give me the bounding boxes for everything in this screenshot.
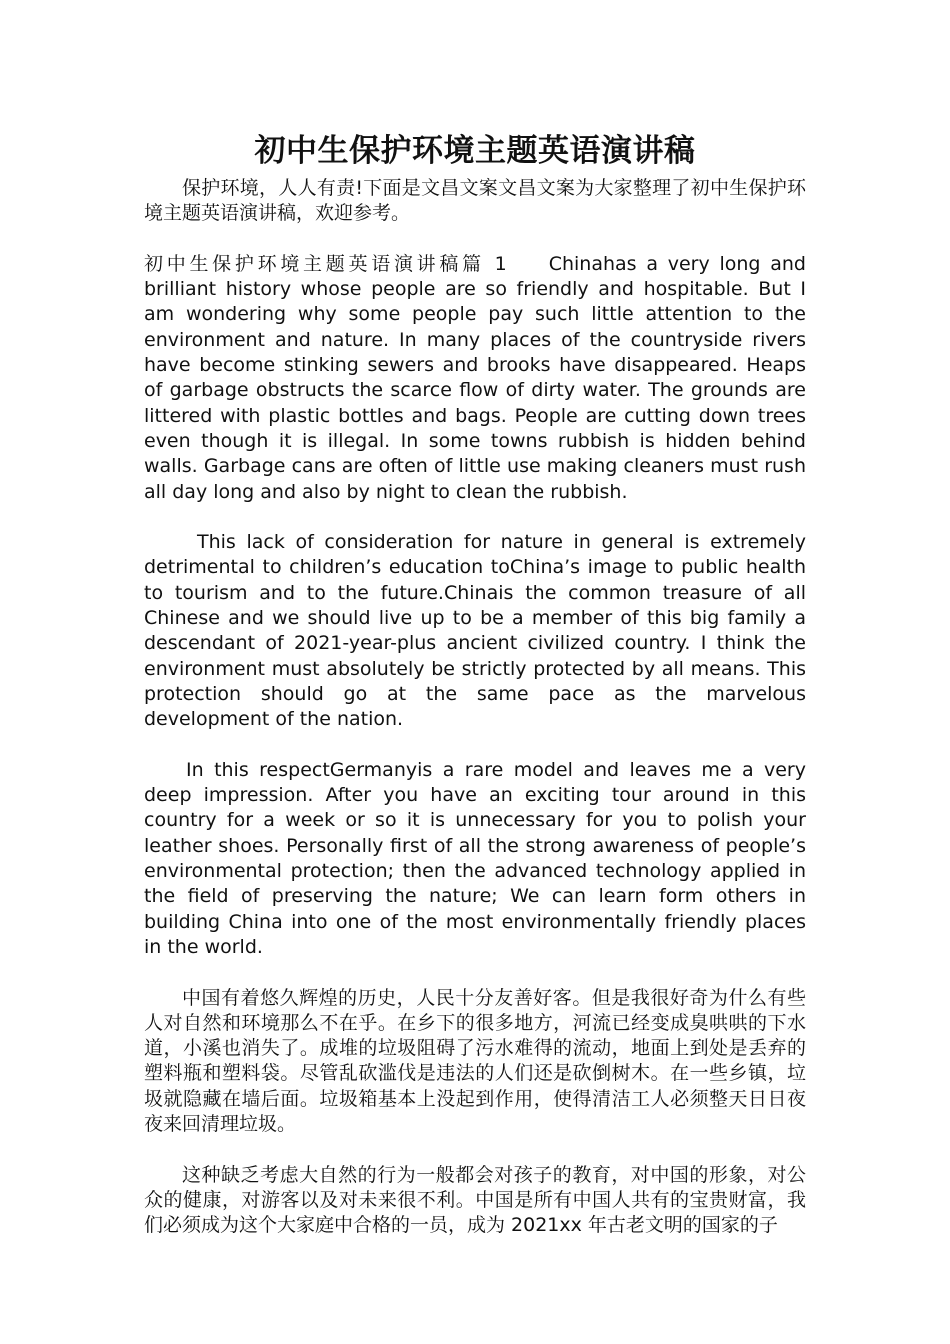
english-paragraph-1 xyxy=(144,252,806,505)
paragraph-gap xyxy=(144,960,806,985)
english-paragraph-1-text: Chinahas a very long and brilliant history whose people are so friendly and hospitable. But I am wondering why some people pay such little attention to the environment and nature. In many places of the countryside rivers have become stinking sewers and brooks have disappeared. Heaps of garbage obstructs the scarce flow of dirty water. The grounds are littered with plastic bottles and bags. People are cutting down trees even though it is illegal. In some towns rubbish is hidden behind walls. Garbage cans are often of little use making cleaners must rush all day long and also by night to clean the rubbish. xyxy=(144,252,806,503)
section-label: 初中生保护环境主题英语演讲稿篇 1 xyxy=(144,252,507,275)
paragraph-gap xyxy=(144,227,806,252)
paragraph-gap xyxy=(144,505,806,530)
document-body xyxy=(144,176,806,1238)
document-title: 初中生保护环境主题英语演讲稿 xyxy=(254,133,696,169)
chinese-paragraph-2: 这种缺乏考虑大自然的行为一般都会对孩子的教育，对中国的形象，对公众的健康，对游客以及对未来很不利。中国是所有中国人共有的宝贵财富，我们必须成为这个大家庭中合格的一员，成为 2021xx 年古老文明的国家的子 xyxy=(144,1163,806,1237)
intro-paragraph: 保护环境，人人有责!下面是文昌文案文昌文案为大家整理了初中生保护环境主题英语演讲稿，欢迎参考。 xyxy=(144,177,806,225)
paragraph-gap xyxy=(144,1137,806,1162)
english-paragraph-3: In this respectGermanyis a rare model and leaves me a very deep impression. After you have an exciting tour around in this country for a week or so it is unnecessary for you to polish your leather shoes. Personally first of all the strong awareness of people’s environmental protection; then the advanced technology applied in the field of preserving the nature; We can learn form others in building China into one of the most environmentally friendly places in the world. xyxy=(144,758,806,958)
paragraph-gap xyxy=(144,733,806,758)
english-paragraph-2: This lack of consideration for nature in general is extremely detrimental to children’s education toChina’s image to public health to tourism and to the future.Chinais the common treasure of all Chinese and we should live up to be a member of this big family a descendant of 2021-year-plus ancient civilized country. I think the environment must absolutely be strictly protected by all means. This protection should go at the same pace as the marvelous development of the nation. xyxy=(144,531,806,731)
chinese-paragraph-1: 中国有着悠久辉煌的历史，人民十分友善好客。但是我很好奇为什么有些人对自然和环境那么不在乎。在乡下的很多地方，河流已经变成臭哄哄的下水道，小溪也消失了。成堆的垃圾阻碍了污水难得的流动，地面上到处是丢弃的塑料瓶和塑料袋。尽管乱砍滥伐是违法的人们还是砍倒树木。在一些乡镇，垃圾就隐藏在墙后面。垃圾箱基本上没起到作用，使得清洁工人必须整天日日夜夜来回清理垃圾。 xyxy=(144,986,806,1135)
